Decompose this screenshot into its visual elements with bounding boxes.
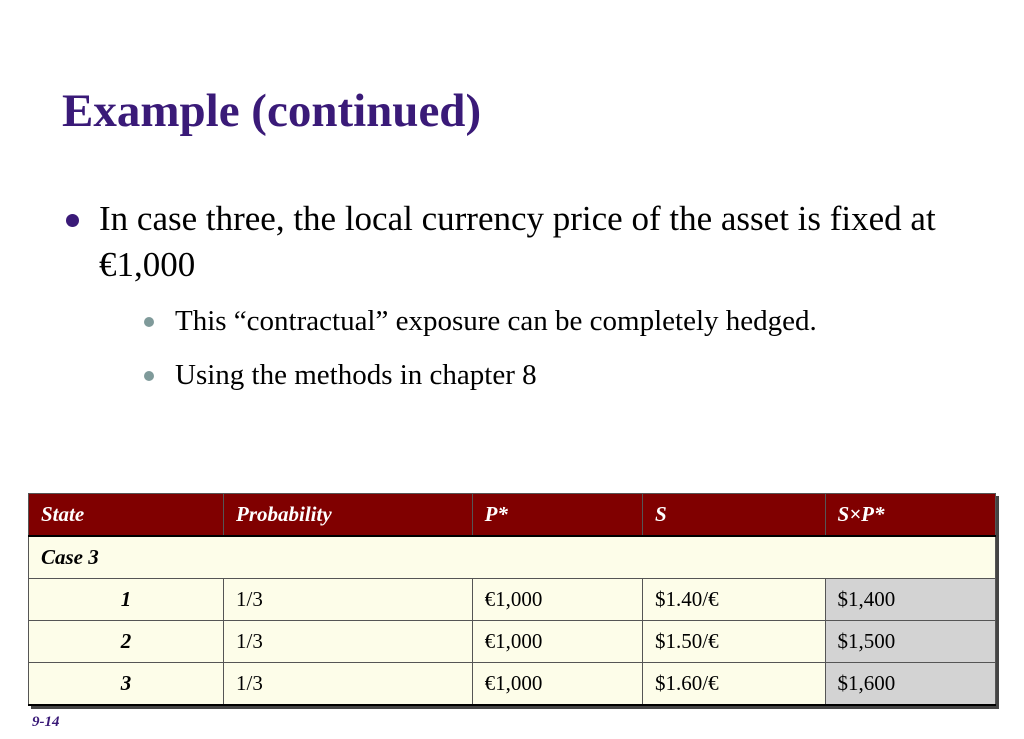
sub-bullet-list bbox=[99, 294, 962, 402]
cell-p-star: €1,000 bbox=[472, 579, 642, 621]
cell-s: $1.60/€ bbox=[643, 663, 825, 706]
sub-bullet-text: Using the methods in chapter 8 bbox=[175, 359, 537, 391]
header-s: S bbox=[643, 494, 825, 537]
sub-bullet-dot-icon bbox=[144, 371, 154, 381]
case-row bbox=[29, 536, 996, 579]
cell-s: $1.40/€ bbox=[643, 579, 825, 621]
cell-p-star: €1,000 bbox=[472, 663, 642, 706]
cell-product: $1,600 bbox=[825, 663, 995, 706]
cell-state: 2 bbox=[29, 621, 224, 663]
cell-product: $1,500 bbox=[825, 621, 995, 663]
bullet-text: In case three, the local currency price of the asset is fixed at €1,000 bbox=[99, 199, 936, 284]
table-row bbox=[29, 621, 996, 663]
sub-bullet-text: This “contractual” exposure can be completely hedged. bbox=[175, 305, 817, 337]
cell-probability: 1/3 bbox=[224, 663, 473, 706]
bullet-list bbox=[62, 196, 962, 402]
bullet-item bbox=[62, 196, 962, 402]
header-p-star: P* bbox=[472, 494, 642, 537]
slide-title: Example (continued) bbox=[62, 85, 482, 137]
exposure-table bbox=[28, 493, 996, 706]
cell-p-star: €1,000 bbox=[472, 621, 642, 663]
cell-product: $1,400 bbox=[825, 579, 995, 621]
header-probability: Probability bbox=[224, 494, 473, 537]
header-state: State bbox=[29, 494, 224, 537]
sub-bullet-item bbox=[99, 294, 962, 348]
bullet-dot-icon bbox=[66, 214, 79, 227]
sub-bullet-dot-icon bbox=[144, 317, 154, 327]
table-header-row bbox=[29, 494, 996, 537]
cell-probability: 1/3 bbox=[224, 621, 473, 663]
table-row bbox=[29, 579, 996, 621]
cell-probability: 1/3 bbox=[224, 579, 473, 621]
cell-state: 3 bbox=[29, 663, 224, 706]
case-label: Case 3 bbox=[29, 536, 996, 579]
cell-s: $1.50/€ bbox=[643, 621, 825, 663]
sub-bullet-item bbox=[99, 348, 962, 402]
cell-state: 1 bbox=[29, 579, 224, 621]
header-s-times-p-star: S×P* bbox=[825, 494, 995, 537]
page-number: 9-14 bbox=[32, 714, 60, 730]
table-row bbox=[29, 663, 996, 706]
